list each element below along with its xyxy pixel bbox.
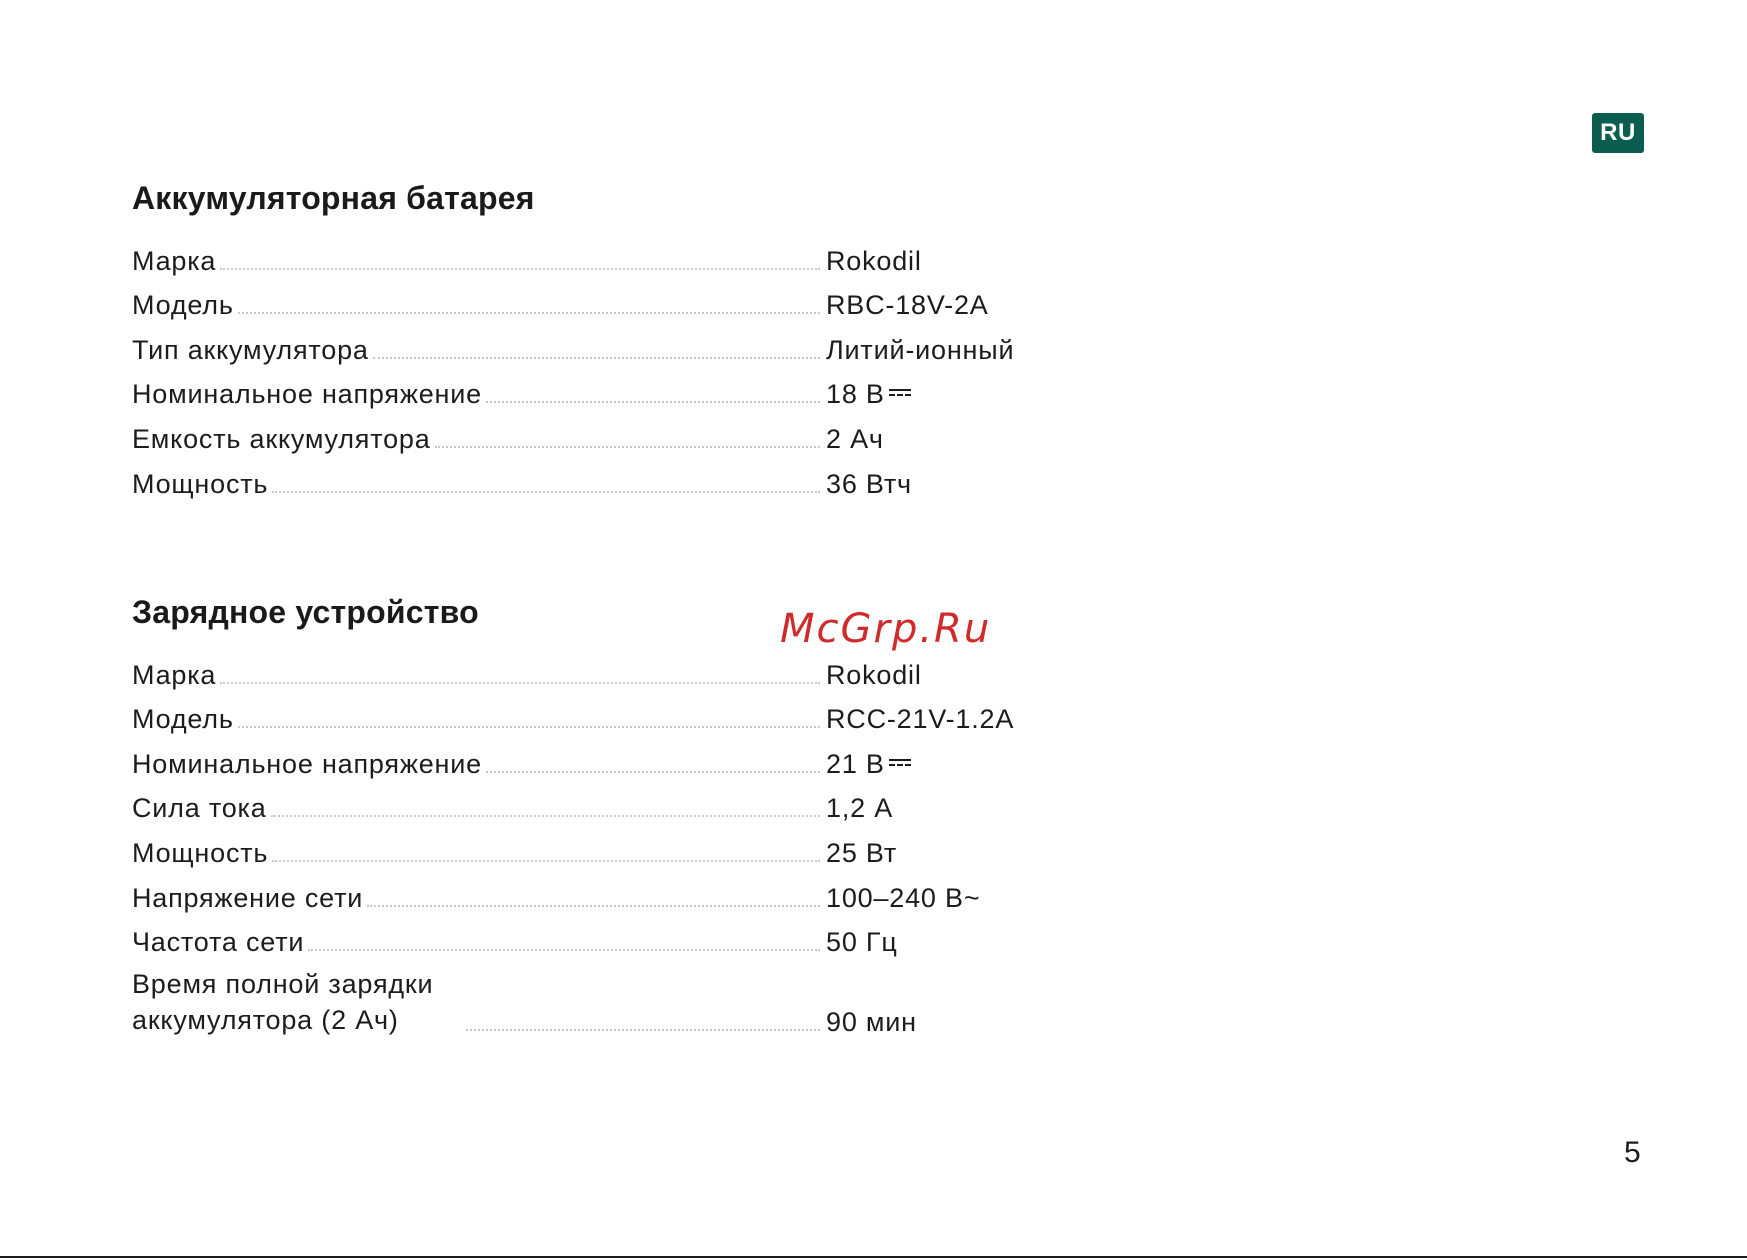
spec-label: Номинальное напряжение: [132, 379, 482, 410]
charger-section: [132, 592, 1032, 1038]
spec-row: [132, 646, 1032, 691]
spec-value: 100–240 В~: [826, 882, 981, 913]
spec-row: [132, 735, 1032, 780]
spec-value: 25 Вт: [826, 837, 898, 868]
spec-value: Литий-ионный: [826, 334, 1015, 365]
watermark: McGrp.Ru: [780, 606, 992, 652]
battery-section-title: Аккумуляторная батарея: [132, 180, 535, 216]
spec-row: [132, 869, 1032, 914]
spec-row: [132, 958, 1032, 1038]
dot-leader: [486, 401, 820, 403]
spec-row: [132, 410, 1032, 455]
spec-value: 18 В: [826, 379, 885, 410]
spec-row: [132, 321, 1032, 366]
direct-current-icon: [889, 388, 911, 398]
dot-leader: [367, 905, 820, 907]
dot-leader: [435, 446, 820, 448]
spec-value: 2 Ач: [826, 423, 884, 454]
spec-label: Номинальное напряжение: [132, 748, 482, 779]
dot-leader: [486, 771, 820, 773]
spec-label: Сила тока: [132, 793, 267, 824]
spec-row: [132, 824, 1032, 869]
spec-value: 36 Втч: [826, 468, 912, 499]
spec-label: Частота сети: [132, 927, 305, 958]
spec-label: Тип аккумулятора: [132, 334, 369, 365]
spec-value: Rokodil: [826, 245, 922, 276]
spec-row: [132, 232, 1032, 277]
spec-label: Марка: [132, 245, 217, 276]
dot-leader: [220, 682, 820, 684]
spec-label: Емкость аккумулятора: [132, 423, 431, 454]
spec-value: 90 мин: [826, 1007, 917, 1038]
spec-label: Модель: [132, 704, 234, 735]
dot-leader: [308, 949, 820, 951]
spec-label: Мощность: [132, 837, 269, 868]
spec-row: [132, 455, 1032, 500]
spec-value: 50 Гц: [826, 927, 898, 958]
language-badge: RU: [1592, 113, 1644, 153]
page-number: 5: [1624, 1136, 1641, 1169]
spec-row: [132, 914, 1032, 959]
dot-leader: [466, 1029, 820, 1031]
spec-value: RCC-21V-1.2A: [826, 704, 1015, 735]
spec-value: RBC-18V-2A: [826, 290, 989, 321]
spec-value: 21 В: [826, 748, 885, 779]
spec-label: Мощность: [132, 468, 269, 499]
dot-leader: [271, 815, 820, 817]
battery-section: [132, 178, 1032, 500]
bottom-divider: [0, 1256, 1747, 1258]
dot-leader: [373, 357, 820, 359]
spec-value: 1,2 А: [826, 793, 894, 824]
spec-label: Напряжение сети: [132, 882, 364, 913]
dot-leader: [238, 726, 820, 728]
spec-row: [132, 691, 1032, 736]
dot-leader: [272, 860, 820, 862]
dot-leader: [220, 268, 820, 270]
charger-section-title: Зарядное устройство: [132, 594, 479, 630]
spec-row: [132, 366, 1032, 411]
spec-row: [132, 277, 1032, 322]
spec-row: [132, 780, 1032, 825]
spec-label: Модель: [132, 290, 234, 321]
direct-current-icon: [889, 758, 911, 768]
dot-leader: [238, 312, 820, 314]
spec-value: Rokodil: [826, 659, 922, 690]
spec-label: Время полной зарядки аккумулятора (2 Ач): [132, 969, 434, 1036]
spec-label: Марка: [132, 659, 217, 690]
dot-leader: [272, 491, 820, 493]
